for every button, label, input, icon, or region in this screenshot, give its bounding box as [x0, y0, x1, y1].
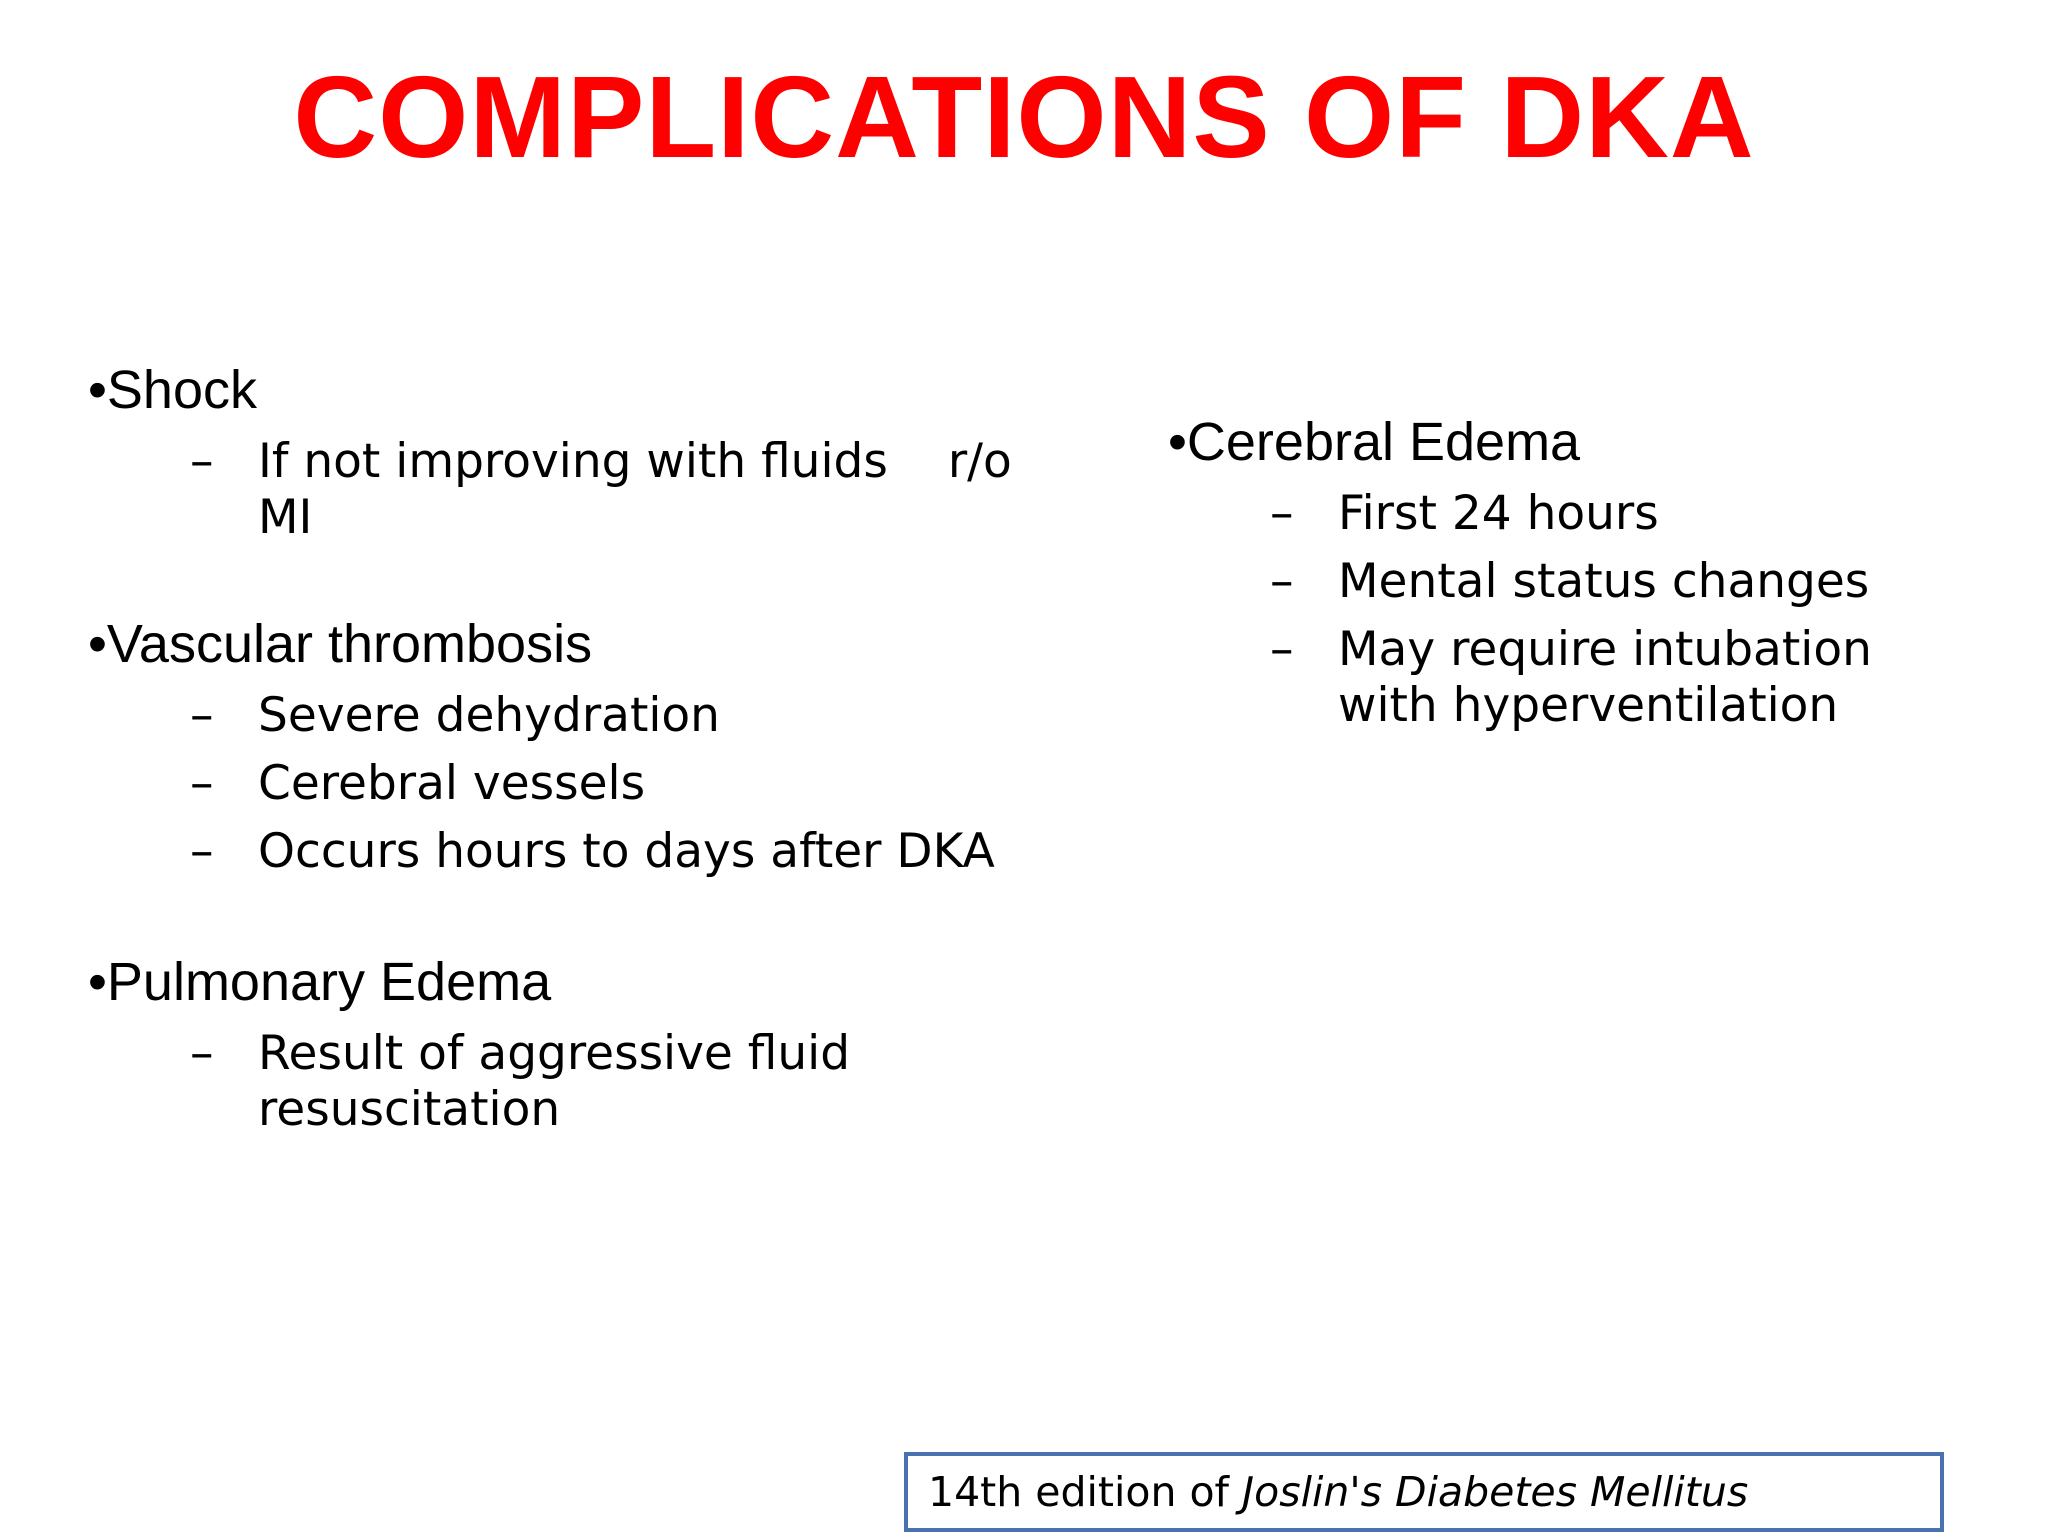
section-shock: [88, 358, 1048, 546]
item-continuation: MI: [258, 490, 313, 545]
item-text: Occurs hours to days after DKA: [258, 824, 995, 879]
sub-list: [88, 688, 1048, 880]
list-item: [88, 756, 1048, 812]
item-aside: r/o: [947, 434, 1012, 489]
right-column: [1168, 410, 1988, 734]
dash-bullet: –: [190, 756, 214, 811]
item-text: Mental status changes: [1338, 554, 1870, 609]
list-item: [1168, 554, 1988, 610]
section-heading: •Shock: [88, 360, 257, 420]
dash-bullet: –: [190, 824, 214, 879]
citation-prefix: 14th edition of: [928, 1468, 1243, 1516]
dash-bullet: –: [190, 434, 214, 489]
sub-list: [88, 1026, 1048, 1138]
citation-book-title: Joslin's Diabetes Mellitus: [1242, 1468, 1749, 1516]
item-continuation: with hyperventilation: [1338, 678, 1839, 733]
list-item: [88, 1026, 1048, 1138]
dash-bullet: –: [190, 688, 214, 743]
item-text: May require intubation: [1338, 622, 1872, 677]
section-heading: •Cerebral Edema: [1168, 412, 1581, 472]
dash-bullet: –: [1270, 486, 1294, 541]
list-item: [1168, 622, 1988, 734]
section-pulmonary-edema: [88, 950, 1048, 1138]
slide-title: COMPLICATIONS OF DKA: [293, 52, 1755, 182]
section-vascular-thrombosis: [88, 612, 1048, 880]
section-cerebral-edema: [1168, 410, 1988, 734]
item-text: First 24 hours: [1338, 486, 1659, 541]
section-heading: •Vascular thrombosis: [88, 614, 593, 674]
dash-bullet: –: [1270, 622, 1294, 677]
list-item: [1168, 486, 1988, 542]
sub-list: [1168, 486, 1988, 734]
list-item: [88, 688, 1048, 744]
list-item: [88, 434, 1048, 546]
item-text: If not improving with fluids: [258, 434, 888, 489]
section-heading: •Pulmonary Edema: [88, 952, 552, 1012]
item-text: Severe dehydration: [258, 688, 720, 743]
citation-box: [904, 1452, 1944, 1532]
dash-bullet: –: [190, 1026, 214, 1081]
list-item: [88, 824, 1048, 880]
item-continuation: resuscitation: [258, 1082, 561, 1137]
item-text: Cerebral vessels: [258, 756, 646, 811]
dash-bullet: –: [1270, 554, 1294, 609]
item-text: Result of aggressive fluid: [258, 1026, 851, 1081]
sub-list: [88, 434, 1048, 546]
left-column: [88, 358, 1048, 1138]
